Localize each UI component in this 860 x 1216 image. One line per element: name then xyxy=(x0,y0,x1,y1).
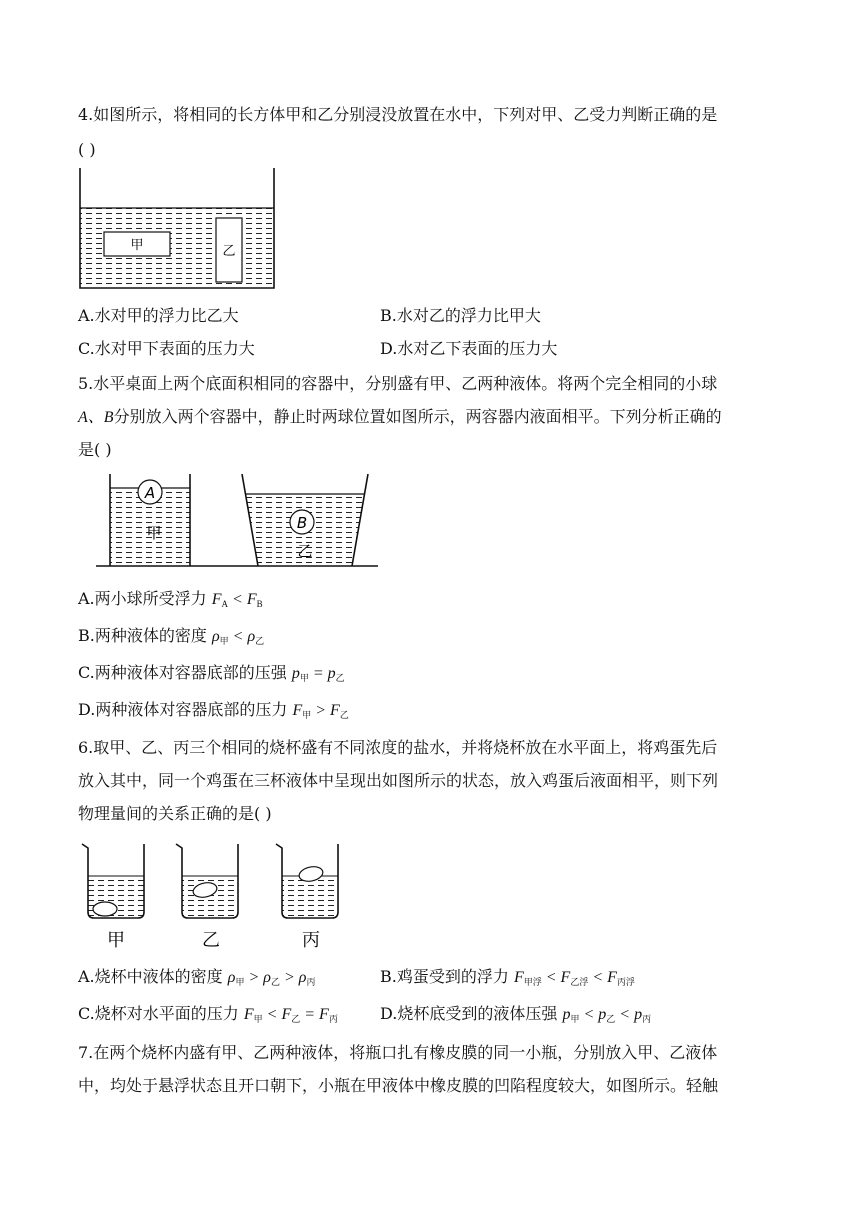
q6-option-b[interactable] xyxy=(380,966,635,993)
q6-option-d-text: D.烧杯底受到的液体压强 xyxy=(380,1004,558,1023)
q6-option-b-math: $F_{甲浮} < F_{乙浮} < F_{丙浮}$ xyxy=(513,969,635,987)
q4-figure xyxy=(76,166,280,294)
q5-option-c-math: $p_甲 = p_乙$ xyxy=(291,665,345,683)
q6-stem-line1: 6.取甲、乙、丙三个相同的烧杯盛有不同浓度的盐水，并将烧杯放在水平面上，将鸡蛋先后 xyxy=(78,738,718,757)
q6-stem-line3: 物理量间的关系正确的是( ) xyxy=(78,804,272,823)
q6-option-b-text: B.鸡蛋受到的浮力 xyxy=(380,967,509,986)
q5-option-c-text: C.两种液体对容器底部的压强 xyxy=(78,663,287,682)
q6-option-a-math: $\rho_甲 > \rho_乙 > \rho_丙$ xyxy=(227,969,316,987)
q4-option-b[interactable]: B.水对乙的浮力比甲大 xyxy=(380,306,541,325)
q5-option-a-math: $F_A < F_B$ xyxy=(211,591,263,609)
q6-beaker-yi xyxy=(176,844,238,918)
q6-option-c-text: C.烧杯对水平面的压力 xyxy=(78,1004,239,1023)
q7-stem-line1: 7.在两个烧杯内盛有甲、乙两种液体，将瓶口扎有橡皮膜的同一小瓶，分别放入甲、乙液体 xyxy=(78,1043,718,1062)
q6-stem-line2: 放入其中，同一个鸡蛋在三杯液体中呈现出如图所示的状态，放入鸡蛋后液面相平，则下列 xyxy=(78,771,719,790)
q5-figure xyxy=(96,470,378,574)
q5-option-b-text: B.两种液体的密度 xyxy=(78,626,207,645)
q5-label-jia: 甲 xyxy=(146,524,162,542)
q7-stem-line2: 中，均处于悬浮状态且开口朝下，小瓶在甲液体中橡皮膜的凹陷程度较大，如图所示。轻触 xyxy=(78,1076,719,1095)
q6-option-c[interactable] xyxy=(78,1003,338,1030)
q6-option-a-text: A.烧杯中液体的密度 xyxy=(78,967,223,986)
q4-option-a[interactable]: A.水对甲的浮力比乙大 xyxy=(78,306,239,325)
q5-option-d-text: D.两种液体对容器底部的压力 xyxy=(78,700,288,719)
q5-ball-names: A、B xyxy=(78,409,114,426)
q5-stem-line2-rest: 分别放入两个容器中，静止时两球位置如图所示，两容器内液面相平。下列分析正确的 xyxy=(113,407,722,426)
q6-label-yi: 乙 xyxy=(202,930,220,951)
q4-option-d[interactable]: D.水对乙下表面的压力大 xyxy=(380,339,558,358)
q5-option-a[interactable] xyxy=(78,588,263,615)
q5-option-c[interactable] xyxy=(78,662,345,689)
q5-label-yi: 乙 xyxy=(297,542,313,560)
q6-option-d-math: $p_甲 < p_乙 < p_丙$ xyxy=(562,1006,652,1024)
q6-beaker-jia xyxy=(82,844,144,918)
q5-stem-line1: 5.水平桌面上两个底面积相同的容器中，分别盛有甲、乙两种液体。将两个完全相同的小球 xyxy=(78,374,718,393)
q6-option-a[interactable] xyxy=(78,966,315,993)
q5-option-b[interactable] xyxy=(78,625,264,652)
q6-figure xyxy=(78,838,358,954)
q6-egg-jia xyxy=(93,902,117,916)
q6-option-d[interactable] xyxy=(380,1003,651,1030)
q4-label-yi: 乙 xyxy=(222,244,236,259)
q5-stem-line2 xyxy=(78,406,722,429)
q5-ball-b-label: B xyxy=(296,514,308,532)
q5-option-a-text: A.两小球所受浮力 xyxy=(78,589,207,608)
q6-option-c-math: $F_甲 < F_乙 = F_丙$ xyxy=(243,1006,338,1024)
q5-stem-line3: 是( ) xyxy=(78,440,112,459)
q4-stem-line1: 4.如图所示，将相同的长方体甲和乙分别浸没放置在水中，下列对甲、乙受力判断正确的是 xyxy=(78,105,718,124)
q4-label-jia: 甲 xyxy=(130,238,144,253)
q4-stem-line2: ( ) xyxy=(78,140,96,159)
q4-option-c[interactable]: C.水对甲下表面的压力大 xyxy=(78,339,255,358)
q5-ball-a-label: A xyxy=(144,484,156,502)
q5-option-b-math: $\rho_甲 < \rho_乙$ xyxy=(211,628,265,646)
q5-option-d-math: $F_甲 > F_乙$ xyxy=(292,702,349,720)
q5-option-d[interactable] xyxy=(78,699,349,726)
q6-label-bing: 丙 xyxy=(302,930,320,951)
q6-beaker-bing xyxy=(276,844,338,918)
q6-label-jia: 甲 xyxy=(107,930,125,951)
